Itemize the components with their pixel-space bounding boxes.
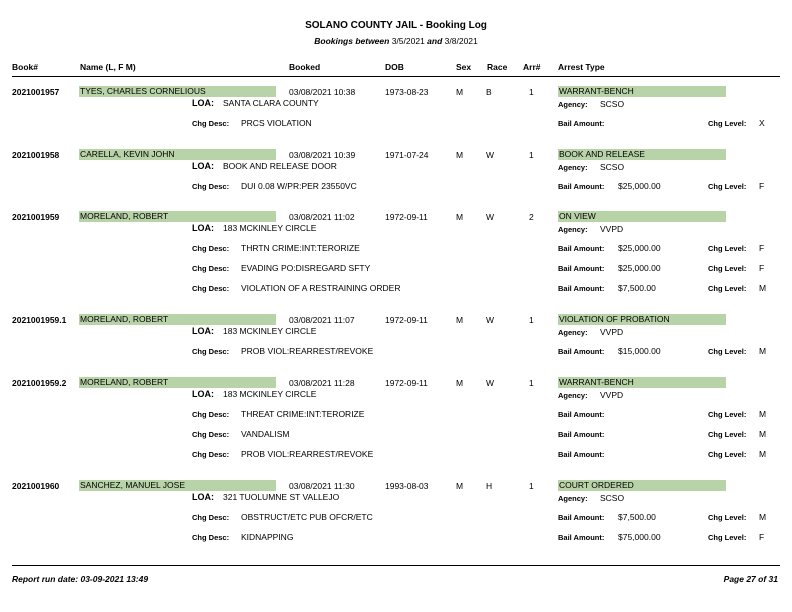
race-value: W: [486, 212, 495, 222]
loa-value: SANTA CLARA COUNTY: [223, 98, 319, 108]
loa-label: LOA:: [192, 389, 214, 399]
report-title: SOLANO COUNTY JAIL - Booking Log: [305, 20, 487, 31]
sex-value: M: [456, 315, 464, 325]
report-subtitle: [0, 36, 792, 46]
bail-amount: $7,500.00: [618, 283, 656, 293]
date-of-birth: 1973-08-23: [385, 87, 429, 97]
sex-value: M: [456, 212, 464, 222]
book-number: 2021001959: [12, 212, 60, 222]
loa-value: 321 TUOLUMNE ST VALLEJO: [223, 492, 340, 502]
col-race: Race: [487, 62, 508, 72]
bail-amount-label: Bail Amount:: [558, 182, 605, 191]
charge-level-label: Chg Level:: [708, 119, 747, 128]
charge-desc-label: Chg Desc:: [192, 264, 230, 273]
inmate-name: SANCHEZ, MANUEL JOSE: [79, 480, 276, 491]
bail-amount-label: Bail Amount:: [558, 450, 605, 459]
agency-value: VVPD: [600, 390, 624, 400]
loa-label: LOA:: [192, 98, 214, 108]
date-of-birth: 1972-09-11: [385, 212, 428, 222]
charge-level-label: Chg Level:: [708, 347, 747, 356]
loa-value: BOOK AND RELEASE DOOR: [223, 161, 337, 171]
charge-description: PROB VIOL:REARREST/REVOKE: [241, 449, 374, 459]
booked-datetime: 03/08/2021 11:07: [289, 315, 355, 325]
date-of-birth: 1993-08-03: [385, 481, 429, 491]
subtitle-and: and: [427, 36, 443, 46]
charge-level: X: [759, 118, 765, 128]
charge-level: M: [759, 449, 767, 459]
agency-value: SCSO: [600, 99, 625, 109]
agency-label: Agency:: [558, 494, 588, 503]
footer-divider: [12, 565, 780, 566]
bail-amount: $25,000.00: [618, 243, 661, 253]
bail-amount-label: Bail Amount:: [558, 264, 605, 273]
col-name: Name (L, F M): [80, 62, 136, 72]
sex-value: M: [456, 150, 464, 160]
charge-level-label: Chg Level:: [708, 264, 747, 273]
arrest-count: 2: [529, 212, 534, 222]
arrest-count: 1: [529, 315, 534, 325]
loa-value: 183 MCKINLEY CIRCLE: [223, 326, 317, 336]
book-number: 2021001960: [12, 481, 60, 491]
arrest-count: 1: [529, 378, 534, 388]
loa-label: LOA:: [192, 223, 214, 233]
bail-amount: $25,000.00: [618, 181, 661, 191]
charge-description: THREAT CRIME:INT:TERORIZE: [241, 409, 365, 419]
charge-desc-label: Chg Desc:: [192, 119, 230, 128]
date-of-birth: 1972-09-11: [385, 378, 428, 388]
agency-label: Agency:: [558, 328, 588, 337]
charge-description: VIOLATION OF A RESTRAINING ORDER: [241, 283, 401, 293]
col-book: Book#: [12, 62, 38, 72]
inmate-name: MORELAND, ROBERT: [79, 377, 276, 388]
inmate-name: MORELAND, ROBERT: [79, 211, 276, 222]
race-value: W: [486, 150, 495, 160]
book-number: 2021001958: [12, 150, 60, 160]
date-to: 3/8/2021: [444, 36, 478, 46]
bail-amount-label: Bail Amount:: [558, 244, 605, 253]
date-from: 3/5/2021: [391, 36, 425, 46]
booked-datetime: 03/08/2021 10:39: [289, 150, 356, 160]
col-dob: DOB: [385, 62, 404, 72]
col-arr: Arr#: [523, 62, 541, 72]
charge-desc-label: Chg Desc:: [192, 430, 230, 439]
sex-value: M: [456, 378, 464, 388]
sex-value: M: [456, 87, 464, 97]
booked-datetime: 03/08/2021 11:28: [289, 378, 355, 388]
agency-value: VVPD: [600, 224, 624, 234]
booked-datetime: 03/08/2021 10:38: [289, 87, 356, 97]
date-of-birth: 1971-07-24: [385, 150, 429, 160]
booked-datetime: 03/08/2021 11:30: [289, 481, 355, 491]
booked-datetime: 03/08/2021 11:02: [289, 212, 355, 222]
arrest-count: 1: [529, 150, 534, 160]
charge-description: EVADING PO:DISREGARD SFTY: [241, 263, 371, 273]
charge-description: PROB VIOL:REARREST/REVOKE: [241, 346, 374, 356]
charge-level: M: [759, 512, 767, 522]
charge-desc-label: Chg Desc:: [192, 347, 230, 356]
charge-desc-label: Chg Desc:: [192, 284, 230, 293]
charge-level: F: [759, 532, 765, 542]
charge-level: F: [759, 181, 765, 191]
arrest-count: 1: [529, 481, 534, 491]
bail-amount-label: Bail Amount:: [558, 513, 605, 522]
arrest-type: WARRANT-BENCH: [558, 377, 726, 388]
bail-amount: $7,500.00: [618, 512, 656, 522]
arrest-type: BOOK AND RELEASE: [558, 149, 726, 160]
bail-amount-label: Bail Amount:: [558, 430, 605, 439]
charge-level: M: [759, 283, 767, 293]
charge-description: PRCS VIOLATION: [241, 118, 312, 128]
loa-label: LOA:: [192, 326, 214, 336]
col-arrest-type: Arrest Type: [558, 62, 605, 72]
charge-level-label: Chg Level:: [708, 244, 747, 253]
book-number: 2021001959.2: [12, 378, 67, 388]
loa-label: LOA:: [192, 492, 214, 502]
charge-level: M: [759, 409, 767, 419]
agency-value: SCSO: [600, 162, 625, 172]
header-divider: [12, 76, 780, 77]
subtitle-prefix: Bookings between: [314, 36, 390, 46]
charge-level-label: Chg Level:: [708, 430, 747, 439]
agency-label: Agency:: [558, 100, 588, 109]
charge-level: M: [759, 429, 767, 439]
loa-value: 183 MCKINLEY CIRCLE: [223, 389, 317, 399]
report-run-date: Report run date: 03-09-2021 13:49: [12, 574, 149, 584]
charge-desc-label: Chg Desc:: [192, 410, 230, 419]
charge-desc-label: Chg Desc:: [192, 182, 230, 191]
arrest-type: COURT ORDERED: [558, 480, 726, 491]
charge-level-label: Chg Level:: [708, 284, 747, 293]
arrest-count: 1: [529, 87, 534, 97]
race-value: W: [486, 378, 495, 388]
charge-level-label: Chg Level:: [708, 513, 747, 522]
arrest-type: WARRANT-BENCH: [558, 86, 726, 97]
charge-level: F: [759, 263, 765, 273]
charge-level-label: Chg Level:: [708, 533, 747, 542]
agency-value: SCSO: [600, 493, 625, 503]
charge-description: KIDNAPPING: [241, 532, 294, 542]
bail-amount-label: Bail Amount:: [558, 119, 605, 128]
charge-desc-label: Chg Desc:: [192, 513, 230, 522]
charge-level-label: Chg Level:: [708, 450, 747, 459]
page-number: Page 27 of 31: [723, 574, 778, 584]
agency-label: Agency:: [558, 163, 588, 172]
charge-level-label: Chg Level:: [708, 182, 747, 191]
sex-value: M: [456, 481, 464, 491]
date-of-birth: 1972-09-11: [385, 315, 428, 325]
bail-amount-label: Bail Amount:: [558, 410, 605, 419]
arrest-type: ON VIEW: [558, 211, 726, 222]
arrest-type: VIOLATION OF PROBATION: [558, 314, 726, 325]
loa-label: LOA:: [192, 161, 214, 171]
race-value: B: [486, 87, 492, 97]
charge-level: F: [759, 243, 765, 253]
bail-amount-label: Bail Amount:: [558, 284, 605, 293]
charge-desc-label: Chg Desc:: [192, 450, 230, 459]
bail-amount: $25,000.00: [618, 263, 661, 273]
col-booked: Booked: [289, 62, 321, 72]
agency-label: Agency:: [558, 225, 588, 234]
race-value: W: [486, 315, 495, 325]
inmate-name: CARELLA, KEVIN JOHN: [79, 149, 276, 160]
bail-amount-label: Bail Amount:: [558, 347, 605, 356]
charge-level: M: [759, 346, 767, 356]
charge-description: DUI 0.08 W/PR:PER 23550VC: [241, 181, 357, 191]
inmate-name: MORELAND, ROBERT: [79, 314, 276, 325]
book-number: 2021001957: [12, 87, 60, 97]
charge-description: OBSTRUCT/ETC PUB OFCR/ETC: [241, 512, 373, 522]
charge-desc-label: Chg Desc:: [192, 244, 230, 253]
bail-amount: $15,000.00: [618, 346, 661, 356]
agency-value: VVPD: [600, 327, 624, 337]
charge-level-label: Chg Level:: [708, 410, 747, 419]
bail-amount: $75,000.00: [618, 532, 661, 542]
charge-desc-label: Chg Desc:: [192, 533, 230, 542]
charge-description: VANDALISM: [241, 429, 290, 439]
inmate-name: TYES, CHARLES CORNELIOUS: [79, 86, 276, 97]
book-number: 2021001959.1: [12, 315, 67, 325]
col-sex: Sex: [456, 62, 472, 72]
bail-amount-label: Bail Amount:: [558, 533, 605, 542]
loa-value: 183 MCKINLEY CIRCLE: [223, 223, 317, 233]
race-value: H: [486, 481, 493, 491]
charge-description: THRTN CRIME:INT:TERORIZE: [241, 243, 360, 253]
agency-label: Agency:: [558, 391, 588, 400]
